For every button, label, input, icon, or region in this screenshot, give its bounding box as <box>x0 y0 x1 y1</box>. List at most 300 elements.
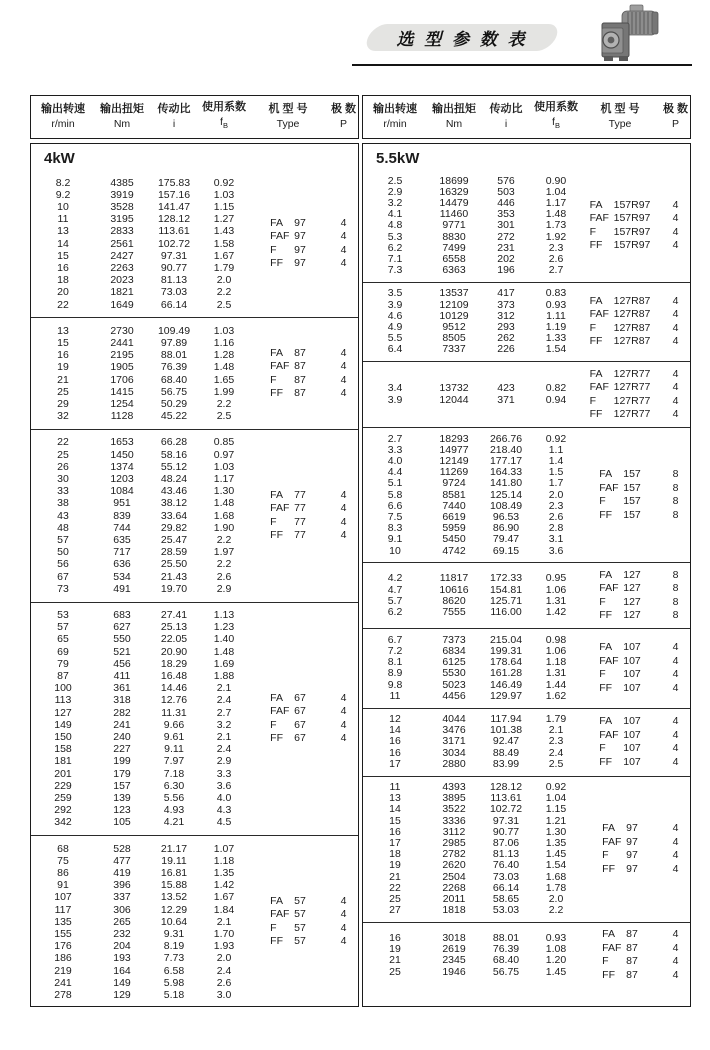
type-size: 97 <box>294 257 306 270</box>
speed-value: 32 <box>57 410 69 423</box>
type-label-cell <box>581 295 659 309</box>
torque-value: 2730 <box>110 324 134 337</box>
service-factor-value: 1.42 <box>545 605 567 618</box>
type-block <box>249 436 359 595</box>
type-size: 127R77 <box>613 408 651 421</box>
table-row <box>31 410 249 422</box>
ratio-value: 7.18 <box>163 767 185 780</box>
ratio-value: 5.98 <box>163 976 185 989</box>
speed-value: 21 <box>389 870 401 883</box>
torque-value: 1084 <box>110 485 134 498</box>
data-rows <box>31 609 249 829</box>
torque-value: 3112 <box>442 825 466 838</box>
type-row <box>581 863 691 877</box>
ratio-value: 13.52 <box>160 891 188 904</box>
speed-value: 21 <box>389 954 401 967</box>
type-label-cell <box>581 942 659 956</box>
model-group <box>363 628 690 707</box>
service-factor-value: 1.93 <box>213 940 235 953</box>
table-row <box>31 719 249 731</box>
ratio-value: 226 <box>497 343 515 356</box>
torque-value: 477 <box>113 854 131 867</box>
torque-value: 1254 <box>110 397 134 410</box>
type-label <box>270 347 306 361</box>
header-col-f <box>199 101 249 132</box>
speed-value: 10 <box>57 200 69 213</box>
ratio-value: 423 <box>497 382 515 395</box>
type-prefix: F <box>589 394 597 407</box>
data-rows <box>363 928 581 982</box>
speed-value: 4.4 <box>387 466 403 479</box>
service-factor-value: 1.04 <box>545 792 567 805</box>
data-rows <box>363 635 581 702</box>
torque-value: 3336 <box>442 814 466 827</box>
ratio-value: 199.31 <box>489 644 523 657</box>
ratio-value: 446 <box>497 196 515 209</box>
speed-value: 9.1 <box>387 533 403 546</box>
type-prefix: F <box>589 225 597 238</box>
data-rows <box>31 177 249 311</box>
type-row <box>581 335 691 349</box>
speed-value: 4.0 <box>387 454 403 467</box>
ratio-value: 96.53 <box>492 510 520 523</box>
service-factor-value: 2.3 <box>548 241 564 254</box>
pole-count-value: 4 <box>672 835 679 848</box>
table-row <box>31 213 249 225</box>
service-factor-value: 1.67 <box>213 249 235 262</box>
type-prefix: FAF <box>270 705 290 718</box>
pole-count-value: 4 <box>340 732 347 745</box>
speed-value: 30 <box>57 472 69 485</box>
table-row <box>31 571 249 583</box>
type-label-cell <box>581 226 659 240</box>
speed-value: 155 <box>54 928 72 941</box>
table-row <box>363 288 581 299</box>
type-size: 107 <box>623 654 641 667</box>
ratio-value: 66.28 <box>160 436 188 449</box>
header-col-Type <box>249 103 327 131</box>
type-prefix: FAF <box>599 481 619 494</box>
table-row <box>31 621 249 633</box>
type-prefix: F <box>589 321 597 334</box>
service-factor-value: 1.28 <box>213 349 235 362</box>
table-row <box>31 286 249 298</box>
ratio-value: 218.40 <box>489 443 523 456</box>
table-row <box>363 736 581 747</box>
type-label <box>599 756 641 770</box>
ratio-value: 4.93 <box>163 804 185 817</box>
service-factor-value: 1.65 <box>213 373 235 386</box>
torque-value: 1821 <box>110 286 134 299</box>
ratio-value: 102.72 <box>489 803 523 816</box>
speed-value: 16 <box>57 349 69 362</box>
speed-value: 73 <box>57 582 69 595</box>
type-label <box>590 395 651 409</box>
table-row <box>363 220 581 231</box>
ratio-value: 14.46 <box>160 682 188 695</box>
torque-value: 164 <box>113 964 131 977</box>
type-size: 97 <box>294 243 306 256</box>
torque-value: 139 <box>113 792 131 805</box>
ratio-value: 10.64 <box>160 915 188 928</box>
speed-value: 117 <box>54 903 72 916</box>
type-label <box>599 509 641 523</box>
pole-count-value: 4 <box>672 641 679 654</box>
header-divider <box>352 64 692 66</box>
data-rows <box>363 434 581 557</box>
table-row <box>31 534 249 546</box>
torque-value: 8620 <box>442 594 466 607</box>
type-label-cell <box>581 569 659 583</box>
pole-count-value: 4 <box>672 849 679 862</box>
pole-count-value: 4 <box>672 862 679 875</box>
table-row <box>31 879 249 891</box>
ratio-value: 12.76 <box>160 694 188 707</box>
type-prefix: FA <box>599 715 613 727</box>
ratio-value: 113.61 <box>158 225 190 238</box>
torque-value: 683 <box>113 609 131 621</box>
type-label-cell <box>581 609 659 623</box>
type-prefix: FAF <box>270 230 290 243</box>
pole-count-value: 4 <box>340 216 347 229</box>
type-label <box>602 822 638 836</box>
service-factor-value: 2.1 <box>548 724 564 737</box>
service-factor-value: 2.2 <box>216 286 232 299</box>
service-factor-value: 1.17 <box>213 472 235 485</box>
speed-value: 181 <box>54 755 72 768</box>
type-size: 157 <box>623 481 641 494</box>
type-size: 97 <box>294 216 306 229</box>
type-label-cell <box>581 582 659 596</box>
type-row <box>249 895 359 909</box>
type-label-cell <box>581 742 659 756</box>
type-prefix: F <box>270 243 277 256</box>
type-row <box>581 212 691 226</box>
table-row <box>31 398 249 410</box>
service-factor-value: 1.48 <box>213 645 235 658</box>
speed-value: 10 <box>389 544 401 557</box>
type-label <box>590 295 651 309</box>
torque-value: 12044 <box>439 393 469 406</box>
table-row <box>31 510 249 522</box>
header-cn-label: 传动比 <box>157 103 191 115</box>
type-block <box>249 325 359 423</box>
table-row <box>31 792 249 804</box>
type-size: 87 <box>626 928 638 941</box>
ratio-value: 102.72 <box>157 237 191 250</box>
type-label-cell <box>581 969 659 983</box>
service-factor-value: 2.4 <box>216 964 232 977</box>
service-factor-value: 2.9 <box>216 755 232 768</box>
type-label <box>590 335 651 349</box>
type-prefix: FAF <box>599 654 619 667</box>
speed-value: 14 <box>57 237 69 250</box>
ratio-value: 19.11 <box>161 854 187 867</box>
pole-count-value: 4 <box>672 715 679 727</box>
table-row <box>31 707 249 719</box>
speed-value: 3.5 <box>387 287 403 300</box>
type-label <box>590 322 651 336</box>
service-factor-value: 1.21 <box>545 814 567 827</box>
service-factor-value: 1.99 <box>213 385 235 398</box>
type-prefix: FF <box>270 257 283 270</box>
type-size: 157 <box>623 495 641 508</box>
type-label-cell <box>581 849 659 863</box>
type-block <box>581 368 691 422</box>
type-label <box>270 895 306 909</box>
service-factor-value: 1.03 <box>213 324 235 337</box>
type-row <box>249 529 359 543</box>
type-label <box>599 609 641 623</box>
type-block <box>581 782 691 916</box>
torque-value: 227 <box>113 743 131 756</box>
type-row <box>249 244 359 258</box>
speed-value: 5.7 <box>387 594 403 607</box>
speed-value: 25 <box>57 385 69 398</box>
type-size: 127R77 <box>613 367 651 380</box>
table-row <box>31 325 249 337</box>
type-row <box>249 347 359 361</box>
service-factor-value: 1.31 <box>545 594 567 607</box>
model-group <box>363 776 690 922</box>
torque-value: 1653 <box>110 436 134 449</box>
table-row <box>363 607 581 618</box>
torque-value: 123 <box>113 804 131 817</box>
type-size: 127R77 <box>613 394 651 407</box>
speed-value: 91 <box>57 879 69 892</box>
type-label-cell <box>581 368 659 382</box>
torque-value: 337 <box>113 891 131 904</box>
service-factor-value: 1.18 <box>545 656 567 669</box>
ratio-value: 92.47 <box>492 735 520 748</box>
type-row <box>581 609 691 623</box>
speed-value: 3.3 <box>387 443 403 456</box>
service-factor-value: 0.90 <box>545 174 567 187</box>
ratio-value: 231 <box>497 241 515 254</box>
table-row <box>363 668 581 679</box>
header-col-i <box>481 103 531 131</box>
type-label <box>270 692 306 706</box>
torque-value: 265 <box>113 915 131 928</box>
torque-value: 361 <box>113 682 131 695</box>
table-row <box>363 804 581 815</box>
type-label-cell <box>249 922 327 936</box>
pole-count-value: 4 <box>340 257 347 270</box>
table-row <box>31 816 249 828</box>
type-row <box>249 705 359 719</box>
header-col-r-min <box>363 103 427 131</box>
service-factor-value: 1.08 <box>545 943 567 956</box>
type-row <box>581 368 691 382</box>
table-row <box>31 743 249 755</box>
speed-value: 3.4 <box>387 382 403 395</box>
service-factor-value: 1.67 <box>213 891 235 904</box>
ratio-value: 73.03 <box>160 286 188 299</box>
type-label <box>270 244 306 258</box>
ratio-value: 9.11 <box>164 743 184 756</box>
type-label-cell <box>249 529 327 543</box>
type-size: 127 <box>623 609 641 622</box>
speed-value: 50 <box>57 546 69 559</box>
type-label-cell <box>249 374 327 388</box>
speed-value: 8.9 <box>387 667 403 680</box>
torque-value: 14479 <box>439 196 469 209</box>
type-label-cell <box>581 641 659 655</box>
torque-value: 3171 <box>442 735 466 748</box>
type-row <box>581 295 691 309</box>
type-prefix: FA <box>270 346 283 359</box>
table-row <box>363 691 581 702</box>
speed-value: 6.4 <box>387 343 403 356</box>
pole-count-value: 4 <box>672 928 679 941</box>
ratio-value: 7.97 <box>163 755 185 768</box>
service-factor-value: 2.6 <box>548 510 564 523</box>
speed-value: 342 <box>54 816 72 829</box>
table-row <box>31 843 249 855</box>
torque-value: 1203 <box>110 472 134 485</box>
type-label <box>590 308 651 322</box>
ratio-value: 353 <box>497 208 515 221</box>
ratio-value: 16.81 <box>160 867 188 880</box>
page-title: 选 型 参 数 表 <box>396 30 528 49</box>
table-row <box>31 189 249 201</box>
data-rows <box>363 569 581 623</box>
type-label-cell <box>249 387 327 401</box>
torque-value: 2985 <box>442 837 466 850</box>
service-factor-value: 1.1 <box>548 443 564 456</box>
table-row <box>31 977 249 989</box>
table-row <box>363 534 581 545</box>
pole-count-value: 4 <box>340 691 347 704</box>
torque-value: 157 <box>113 779 131 792</box>
header-col-P <box>659 103 692 131</box>
type-prefix: FA <box>589 294 603 307</box>
type-label <box>270 908 306 922</box>
ratio-value: 178.64 <box>489 656 523 669</box>
ratio-value: 28.59 <box>160 546 188 559</box>
ratio-value: 73.03 <box>492 870 520 883</box>
pole-count-value: 4 <box>340 373 347 386</box>
service-factor-value: 4.3 <box>216 804 232 817</box>
ratio-value: 503 <box>497 185 515 198</box>
speed-value: 57 <box>57 533 69 546</box>
type-row <box>581 836 691 850</box>
service-factor-value: 1.73 <box>545 219 567 232</box>
table-row <box>31 804 249 816</box>
speed-value: 27 <box>389 904 401 917</box>
header-unit-label: $f_B$ <box>552 116 560 131</box>
pole-count-value: 4 <box>672 335 679 348</box>
torque-value: 6558 <box>442 252 466 265</box>
speed-value: 25 <box>389 965 401 978</box>
speed-value: 158 <box>54 743 72 756</box>
speed-value: 219 <box>54 964 72 977</box>
torque-value: 2561 <box>110 237 134 250</box>
type-size: 127R87 <box>613 321 651 334</box>
speed-value: 57 <box>57 621 69 634</box>
header-unit-label: P <box>671 118 679 130</box>
type-block <box>581 714 691 770</box>
torque-value: 2441 <box>110 336 134 349</box>
type-prefix: FF <box>270 935 283 948</box>
service-factor-value: 1.4 <box>548 454 564 467</box>
table-row <box>31 546 249 558</box>
type-row <box>581 308 691 322</box>
ratio-value: 97.89 <box>160 336 188 349</box>
type-block <box>581 928 691 982</box>
type-size: 157R97 <box>613 239 651 252</box>
speed-value: 25 <box>57 448 69 461</box>
type-row <box>581 381 691 395</box>
type-size: 157 <box>623 468 641 481</box>
service-factor-value: 3.3 <box>216 767 232 780</box>
speed-value: 43 <box>57 509 69 522</box>
type-label <box>270 922 306 936</box>
type-row <box>249 230 359 244</box>
torque-value: 3522 <box>442 803 466 816</box>
service-factor-value: 1.88 <box>213 670 235 683</box>
ratio-value: 9.31 <box>163 928 185 941</box>
torque-value: 3919 <box>110 188 134 201</box>
type-row <box>249 502 359 516</box>
table-row <box>31 374 249 386</box>
torque-value: 491 <box>113 582 131 595</box>
speed-value: 7.2 <box>387 644 403 657</box>
pole-count-value: 4 <box>340 243 347 256</box>
speed-value: 9.2 <box>55 188 71 201</box>
ratio-value: 43.46 <box>160 485 188 498</box>
ratio-value: 19.70 <box>160 582 188 595</box>
type-size: 107 <box>623 715 641 727</box>
ratio-value: 8.19 <box>163 940 185 953</box>
type-label-cell <box>581 482 659 496</box>
type-label-cell <box>581 509 659 523</box>
ratio-value: 266.76 <box>489 432 523 445</box>
speed-value: 65 <box>57 633 69 646</box>
type-prefix: FF <box>599 681 613 694</box>
ratio-value: 87.06 <box>492 837 520 850</box>
type-prefix: F <box>599 668 606 681</box>
type-block <box>581 434 691 557</box>
type-label <box>599 729 641 743</box>
table-row <box>31 633 249 645</box>
data-rows <box>363 176 581 277</box>
ratio-value: 88.49 <box>492 746 520 759</box>
type-row <box>249 692 359 706</box>
torque-value: 396 <box>113 879 131 892</box>
service-factor-value: 1.79 <box>213 261 235 274</box>
header-cn-label: 输出转速 <box>41 103 85 115</box>
type-label-cell <box>249 732 327 746</box>
type-prefix: FA <box>602 928 615 941</box>
pole-count-value: 8 <box>672 609 679 622</box>
ratio-value: 109.49 <box>157 324 191 337</box>
speed-value: 229 <box>54 779 72 792</box>
data-rows <box>31 843 249 1002</box>
pole-count-value: 4 <box>672 668 679 681</box>
type-label-cell <box>581 322 659 336</box>
ratio-value: 16.48 <box>160 670 188 683</box>
data-rows <box>31 436 249 595</box>
type-label-cell <box>581 468 659 482</box>
speed-value: 5.5 <box>387 332 403 345</box>
pole-count-value: 4 <box>340 894 347 907</box>
type-label-cell <box>249 516 327 530</box>
service-factor-value: 1.07 <box>213 842 235 855</box>
pole-count-value: 4 <box>340 908 347 921</box>
speed-value: 79 <box>57 657 69 670</box>
header-cn-label: 输出扭矩 <box>432 103 476 115</box>
